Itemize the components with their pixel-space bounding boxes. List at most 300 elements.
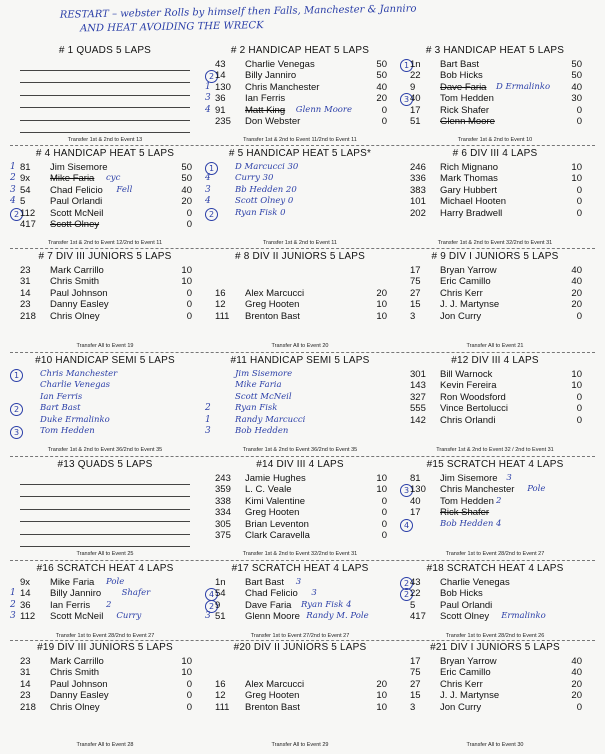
rider-name: Scott McNeil — [50, 207, 104, 219]
handicap-points: 50 — [181, 161, 192, 173]
entry-row — [10, 611, 200, 623]
entry-row — [205, 690, 395, 702]
rider-name: Jamie Hughes — [245, 472, 306, 484]
entry-row — [205, 288, 395, 300]
entry-row — [400, 496, 590, 508]
rider-number: 417 — [410, 611, 426, 622]
entry-row — [400, 369, 590, 381]
rider-number: 43 — [410, 576, 421, 588]
entry-row — [10, 265, 200, 277]
rider-name: Mark Thomas — [440, 173, 498, 184]
rider-name: Jon Curry — [440, 310, 482, 322]
handwritten-note: 2 — [496, 495, 502, 506]
entry-row — [205, 208, 395, 220]
entry-row — [10, 426, 200, 438]
rider-name: Bart Bast — [245, 576, 285, 588]
event-box — [205, 355, 395, 455]
entry-row — [400, 679, 590, 691]
rider-name: Mike Faria — [50, 576, 95, 588]
rider-name: Rick Shafer — [440, 104, 490, 116]
hand-number: 4 — [205, 104, 211, 115]
handwritten-entry: Chris Manchester — [40, 368, 118, 379]
rider-number: 375 — [215, 530, 231, 541]
handicap-points: 40 — [571, 81, 582, 93]
rider-name: Chad Felicio — [50, 184, 103, 196]
entry-row — [10, 392, 200, 404]
rider-name: Jim Sisemore — [440, 472, 498, 484]
entry-row — [10, 185, 200, 197]
entry-row — [205, 369, 395, 381]
rider-number: 40 — [410, 495, 421, 507]
entry-row — [10, 208, 200, 220]
handwritten-note: 3 — [506, 472, 512, 483]
handwritten-note: 3 — [295, 576, 302, 587]
entry-row — [205, 473, 395, 485]
hand-number: 4 — [10, 196, 16, 206]
handwritten-entry: Ryan Fisk 0 — [235, 207, 286, 218]
circled-mark: 2 — [400, 577, 413, 590]
transfer-note: Transfer All to Event 29 — [271, 742, 329, 748]
rider-name: Charlie Venegas — [440, 576, 510, 588]
handwritten-entry: Charlie Venegas — [40, 380, 111, 390]
entry-row — [400, 59, 590, 71]
rider-name: Bryan Yarrow — [440, 264, 497, 276]
rider-number: 112 — [20, 207, 36, 219]
entry-row — [205, 105, 395, 117]
handicap-points: 0 — [576, 207, 582, 219]
event-box — [10, 355, 200, 455]
entry-row — [205, 70, 395, 82]
rider-name: Harry Bradwell — [440, 207, 503, 219]
rider-number: 218 — [20, 701, 36, 713]
entry-row — [205, 577, 395, 589]
transfer-note: Transfer 1st & 2nd to Event 11 — [263, 240, 337, 246]
entry-row — [205, 484, 395, 496]
handicap-points: 0 — [381, 104, 387, 116]
handicap-points: 10 — [181, 264, 192, 276]
entry-row — [10, 588, 200, 600]
entry-row — [205, 403, 395, 415]
circled-mark: 3 — [400, 484, 413, 497]
handicap-points: 30 — [571, 93, 582, 104]
entry-row — [400, 185, 590, 197]
rider-name: Scott Olney — [440, 611, 490, 622]
rider-number: 15 — [410, 690, 421, 701]
handicap-points: 20 — [181, 196, 192, 207]
handicap-points: 10 — [181, 667, 192, 678]
entry-row — [205, 82, 395, 94]
handicap-points: 0 — [186, 310, 192, 322]
entry-row — [205, 588, 395, 600]
transfer-note: Transfer 1st & 2nd to Event 12/2nd to Event 11 — [47, 240, 163, 246]
circled-mark: 2 — [400, 588, 413, 601]
hand-number: 3 — [10, 184, 16, 195]
entry-row — [10, 690, 200, 702]
handwritten-entry: Duke Ermalinko — [40, 414, 110, 425]
rider-name: Rick Shafer — [440, 507, 490, 518]
handicap-points: 10 — [376, 701, 387, 713]
handicap-points: 0 — [576, 414, 582, 426]
rider-name: Don Webster — [245, 116, 301, 127]
handwritten-entry: Jim Sisemore — [235, 368, 293, 379]
rider-name: Greg Hooten — [245, 690, 300, 701]
rider-name: Tom Hedden — [440, 495, 494, 507]
transfer-note: Transfer 1st & 2nd to Event 36/2nd to Event 35 — [242, 447, 358, 453]
entry-row — [205, 299, 395, 311]
entry-row — [400, 265, 590, 277]
rider-name: Bob Hicks — [440, 588, 483, 599]
entry-row — [10, 162, 200, 174]
empty-row — [205, 656, 395, 668]
event-title: # 3 HANDICAP HEAT 5 LAPS — [425, 45, 565, 56]
rider-number: 1n — [410, 58, 421, 70]
handicap-points: 0 — [576, 310, 582, 322]
entry-row — [205, 496, 395, 508]
rider-number: 112 — [20, 611, 36, 622]
handicap-points: 0 — [381, 518, 387, 530]
handwritten-note: Fell — [116, 184, 133, 195]
rider-name: Chris Manchester — [245, 81, 320, 93]
entry-row — [205, 426, 395, 438]
blank-entry-line — [20, 121, 190, 133]
rider-name: Greg Hooten — [245, 299, 300, 310]
handicap-points: 20 — [376, 287, 387, 299]
handicap-points: 40 — [571, 655, 582, 667]
rider-number: 111 — [215, 310, 230, 322]
transfer-note: Transfer 1st & 2nd to Event 32 / 2nd to Event 31 — [436, 447, 554, 453]
event-box — [10, 148, 200, 248]
entry-row — [205, 392, 395, 404]
blank-entry-line — [20, 59, 190, 71]
handwritten-note: Ermalinko — [501, 611, 546, 621]
circled-mark: 2 — [10, 403, 23, 416]
event-title: #19 DIV III JUNIORS 5 LAPS — [37, 642, 173, 653]
entry-row — [205, 173, 395, 185]
rider-name: Paul Johnson — [50, 678, 108, 690]
rider-number: 91 — [215, 104, 226, 116]
handwritten-note: Pole — [106, 576, 125, 587]
rider-name: Billy Janniro — [245, 70, 297, 81]
entry-row — [205, 59, 395, 71]
handicap-points: 10 — [376, 299, 387, 310]
handwritten-note: Bob Hedden 4 — [440, 518, 502, 529]
event-box — [400, 563, 590, 641]
rider-number: 14 — [215, 70, 226, 81]
rider-number: 22 — [410, 588, 421, 599]
event-box — [400, 642, 590, 750]
rider-name: Bob Hicks — [440, 70, 483, 81]
rider-number: 43 — [215, 58, 226, 70]
rider-name: Rich Mignano — [440, 161, 499, 173]
rider-number: 75 — [410, 667, 421, 678]
circled-mark: 2 — [205, 70, 218, 83]
entry-row — [400, 577, 590, 589]
rider-name: Glenn Moore — [245, 611, 300, 622]
rider-number: 130 — [215, 81, 231, 93]
rider-name: Alex Marcucci — [245, 678, 305, 690]
rider-name: Jim Sisemore — [50, 161, 108, 173]
rider-name: Bart Bast — [440, 58, 480, 70]
rider-number: 16 — [215, 678, 226, 690]
rider-number: 235 — [215, 116, 231, 127]
rider-name: Billy Janniro — [50, 588, 102, 599]
rider-number: 12 — [215, 299, 226, 310]
entry-row — [205, 93, 395, 105]
transfer-note: Transfer 1st to Event 28/2nd to Event 26 — [445, 633, 545, 639]
transfer-note: Transfer 1st & 2nd to Event 11/2nd to Event 11 — [243, 137, 357, 143]
handicap-points: 10 — [571, 161, 582, 173]
rider-name: Jon Curry — [440, 701, 482, 713]
rider-number: 202 — [410, 207, 426, 219]
circled-mark: 1 — [205, 162, 218, 175]
rider-number: 142 — [410, 414, 426, 426]
event-title: # 9 DIV I JUNIORS 5 LAPS — [431, 251, 559, 262]
circled-mark: 4 — [400, 519, 413, 532]
rider-name: J. J. Martynse — [440, 299, 500, 310]
note-line-1: RESTART – webster Rolls by himself then Falls, Manchester & Janniro — [59, 3, 417, 21]
rider-number: 5 — [410, 599, 416, 611]
rider-number: 27 — [410, 287, 421, 299]
handicap-points: 10 — [571, 368, 582, 380]
rider-name: Mark Carrillo — [50, 264, 104, 276]
entry-row — [400, 473, 590, 485]
rider-number: 23 — [20, 264, 31, 276]
entry-row — [400, 70, 590, 82]
entry-row — [205, 611, 395, 623]
handwritten-entry: Ian Ferris — [40, 391, 83, 402]
hand-number: 1 — [10, 161, 16, 172]
event-title: # 7 DIV III JUNIORS 5 LAPS — [38, 251, 172, 262]
event-box — [205, 45, 395, 145]
rider-number: 3 — [410, 310, 416, 322]
note-line-2: AND HEAT AVOIDING THE WRECK — [79, 20, 264, 35]
entry-row — [400, 299, 590, 311]
handicap-points: 0 — [576, 104, 582, 116]
rider-name: Vince Bertolucci — [440, 403, 508, 414]
hand-number: 3 — [205, 426, 211, 436]
entry-row — [400, 600, 590, 612]
rider-number: 54 — [215, 588, 226, 599]
event-box — [400, 251, 590, 351]
rider-number: 336 — [410, 173, 426, 184]
rider-number: 51 — [410, 116, 421, 127]
handicap-points: 0 — [381, 507, 387, 518]
hand-number: 3 — [205, 93, 211, 103]
rider-number: 383 — [410, 184, 426, 196]
entry-row — [10, 288, 200, 300]
rider-number: 338 — [215, 495, 231, 507]
rider-number: 246 — [410, 161, 426, 173]
entry-row — [400, 311, 590, 323]
rider-number: 81 — [20, 161, 31, 173]
rider-number: 555 — [410, 403, 426, 414]
entry-row — [205, 679, 395, 691]
handwritten-note: Ryan Fisk 4 — [301, 599, 352, 610]
rider-number: 334 — [215, 507, 231, 518]
rider-name: Paul Orlandi — [440, 599, 493, 611]
rider-name: Alex Marcucci — [245, 287, 305, 299]
event-title: #12 DIV III 4 LAPS — [451, 355, 539, 366]
circled-mark: 2 — [10, 208, 23, 221]
rider-name: Charlie Venegas — [245, 58, 315, 70]
event-title: #11 HANDICAP SEMI 5 LAPS — [230, 355, 370, 366]
entry-row — [10, 403, 200, 415]
rider-name: Michael Hooten — [440, 196, 507, 207]
rider-number: 31 — [20, 276, 31, 287]
hand-number: 1 — [205, 81, 211, 92]
entry-row — [10, 600, 200, 612]
rider-number: 301 — [410, 368, 426, 380]
rider-number: 5 — [20, 196, 26, 207]
hand-number: 1 — [10, 588, 16, 598]
rider-name: Gary Hubbert — [440, 184, 498, 196]
rider-number: 36 — [20, 599, 31, 611]
event-title: #21 DIV I JUNIORS 5 LAPS — [430, 642, 560, 653]
rider-name: Scott McNeil — [50, 611, 104, 622]
empty-row — [205, 265, 395, 277]
rider-number: 359 — [215, 484, 231, 495]
handicap-points: 0 — [576, 184, 582, 196]
rider-name: Chris Olney — [50, 310, 100, 322]
event-box — [10, 563, 200, 641]
rider-number: 51 — [215, 611, 226, 622]
handwritten-note: 2 — [106, 599, 112, 610]
hand-number: 2 — [10, 599, 16, 610]
entry-row — [205, 530, 395, 542]
hand-number: 2 — [205, 403, 211, 413]
handwritten-entry: Tom Hedden — [40, 426, 95, 436]
handicap-points: 20 — [376, 93, 387, 104]
event-box — [400, 355, 590, 455]
handicap-points: 10 — [571, 173, 582, 184]
entry-row — [400, 403, 590, 415]
handwritten-entry: D Marcucci 30 — [235, 161, 299, 172]
rider-name: Kevin Fereira — [440, 380, 497, 391]
entry-row — [205, 507, 395, 519]
rider-name: Tom Hedden — [440, 93, 494, 104]
empty-row — [205, 276, 395, 288]
event-title: #10 HANDICAP SEMI 5 LAPS — [35, 355, 175, 366]
circled-mark: 2 — [205, 600, 218, 613]
entry-row — [400, 702, 590, 714]
rider-name: Chris Kerr — [440, 678, 483, 690]
handicap-points: 20 — [571, 299, 582, 310]
rider-name: Eric Camillo — [440, 667, 491, 678]
blank-entry-line — [20, 535, 190, 547]
hand-number: 2 — [10, 173, 16, 183]
handwritten-note: Randy M. Pole — [306, 611, 369, 621]
entry-row — [400, 656, 590, 668]
rider-number: 9x — [20, 173, 31, 184]
rider-number: 243 — [215, 472, 231, 484]
rider-number: 3 — [410, 701, 416, 713]
event-box — [400, 45, 590, 145]
handwritten-note: Glenn Moore — [295, 104, 353, 115]
rider-name: Bryan Yarrow — [440, 655, 497, 667]
transfer-note: Transfer 1st to Event 27/2nd to Event 27 — [250, 633, 350, 639]
entry-row — [400, 507, 590, 519]
rider-number: 75 — [410, 276, 421, 287]
handicap-points: 0 — [186, 219, 192, 230]
event-title: # 5 HANDICAP HEAT 5 LAPS* — [228, 148, 372, 159]
event-box — [10, 642, 200, 750]
rider-name: Kimi Valentine — [245, 495, 306, 507]
circled-mark: 4 — [205, 588, 218, 601]
handwritten-entry: Bb Hedden 20 — [235, 184, 297, 195]
rider-name: Danny Easley — [50, 299, 109, 310]
rider-number: 31 — [20, 667, 31, 678]
blank-entry-line — [20, 473, 190, 485]
rider-number: 9x — [20, 576, 31, 588]
entry-row — [400, 173, 590, 185]
rider-number: 15 — [410, 299, 421, 310]
event-title: # 4 HANDICAP HEAT 5 LAPS — [35, 148, 175, 159]
blank-entry-line — [20, 498, 190, 510]
handwritten-entry: Mike Faria — [235, 380, 282, 390]
handicap-points: 10 — [376, 310, 387, 322]
entry-row — [10, 380, 200, 392]
handicap-points: 50 — [571, 58, 582, 70]
blank-entry-line — [20, 96, 190, 108]
transfer-note: Transfer 1st & 2nd to Event 32/2nd to Event 31 — [242, 551, 358, 557]
rider-number: 17 — [410, 655, 421, 667]
transfer-note: Transfer All to Event 19 — [76, 343, 134, 349]
event-title: # 2 HANDICAP HEAT 5 LAPS — [230, 45, 370, 56]
transfer-note: Transfer 1st to Event 28/2nd to Event 27 — [445, 551, 545, 557]
transfer-note: Transfer All to Event 30 — [466, 742, 524, 748]
handwritten-note: 3 — [311, 588, 317, 598]
rider-name: Paul Orlandi — [50, 196, 103, 207]
handicap-points: 40 — [571, 264, 582, 276]
hand-number: 4 — [205, 196, 211, 206]
rider-number: 218 — [20, 310, 36, 322]
hand-number: 3 — [205, 611, 211, 621]
transfer-note: Transfer 1st & 2nd to Event 36/2nd to Event 35 — [47, 447, 163, 453]
handicap-points: 50 — [181, 173, 192, 184]
event-box — [205, 459, 395, 559]
rider-number: 23 — [20, 690, 31, 701]
entry-row — [10, 369, 200, 381]
event-box — [205, 563, 395, 641]
entry-row — [10, 173, 200, 185]
rider-name: Paul Johnson — [50, 287, 108, 299]
entry-row — [10, 702, 200, 714]
rider-name: Dave Faria — [440, 81, 487, 93]
rider-number: 40 — [410, 93, 421, 104]
rider-number: 23 — [20, 655, 31, 667]
handwritten-entry: Curry 30 — [235, 173, 274, 183]
handicap-points: 0 — [186, 299, 192, 310]
entry-row — [400, 588, 590, 600]
rider-name: Brenton Bast — [245, 701, 300, 713]
handicap-points: 40 — [376, 81, 387, 93]
handicap-points: 10 — [376, 690, 387, 701]
circled-mark: 3 — [400, 93, 413, 106]
handicap-points: 40 — [181, 184, 192, 196]
entry-row — [400, 611, 590, 623]
rider-number: 22 — [410, 70, 421, 81]
blank-entry-line — [20, 523, 190, 535]
handicap-points: 0 — [186, 207, 192, 219]
handwritten-note: Curry — [116, 611, 142, 621]
rider-number: 12 — [215, 690, 226, 701]
handicap-points: 20 — [571, 678, 582, 690]
handicap-points: 0 — [576, 403, 582, 414]
event-title: #20 DIV II JUNIORS 5 LAPS — [233, 642, 367, 653]
handicap-points: 0 — [576, 196, 582, 207]
rider-name: Glenn Moore — [440, 116, 495, 127]
transfer-note: Transfer 1st & 2nd to Event 13 — [67, 137, 143, 143]
